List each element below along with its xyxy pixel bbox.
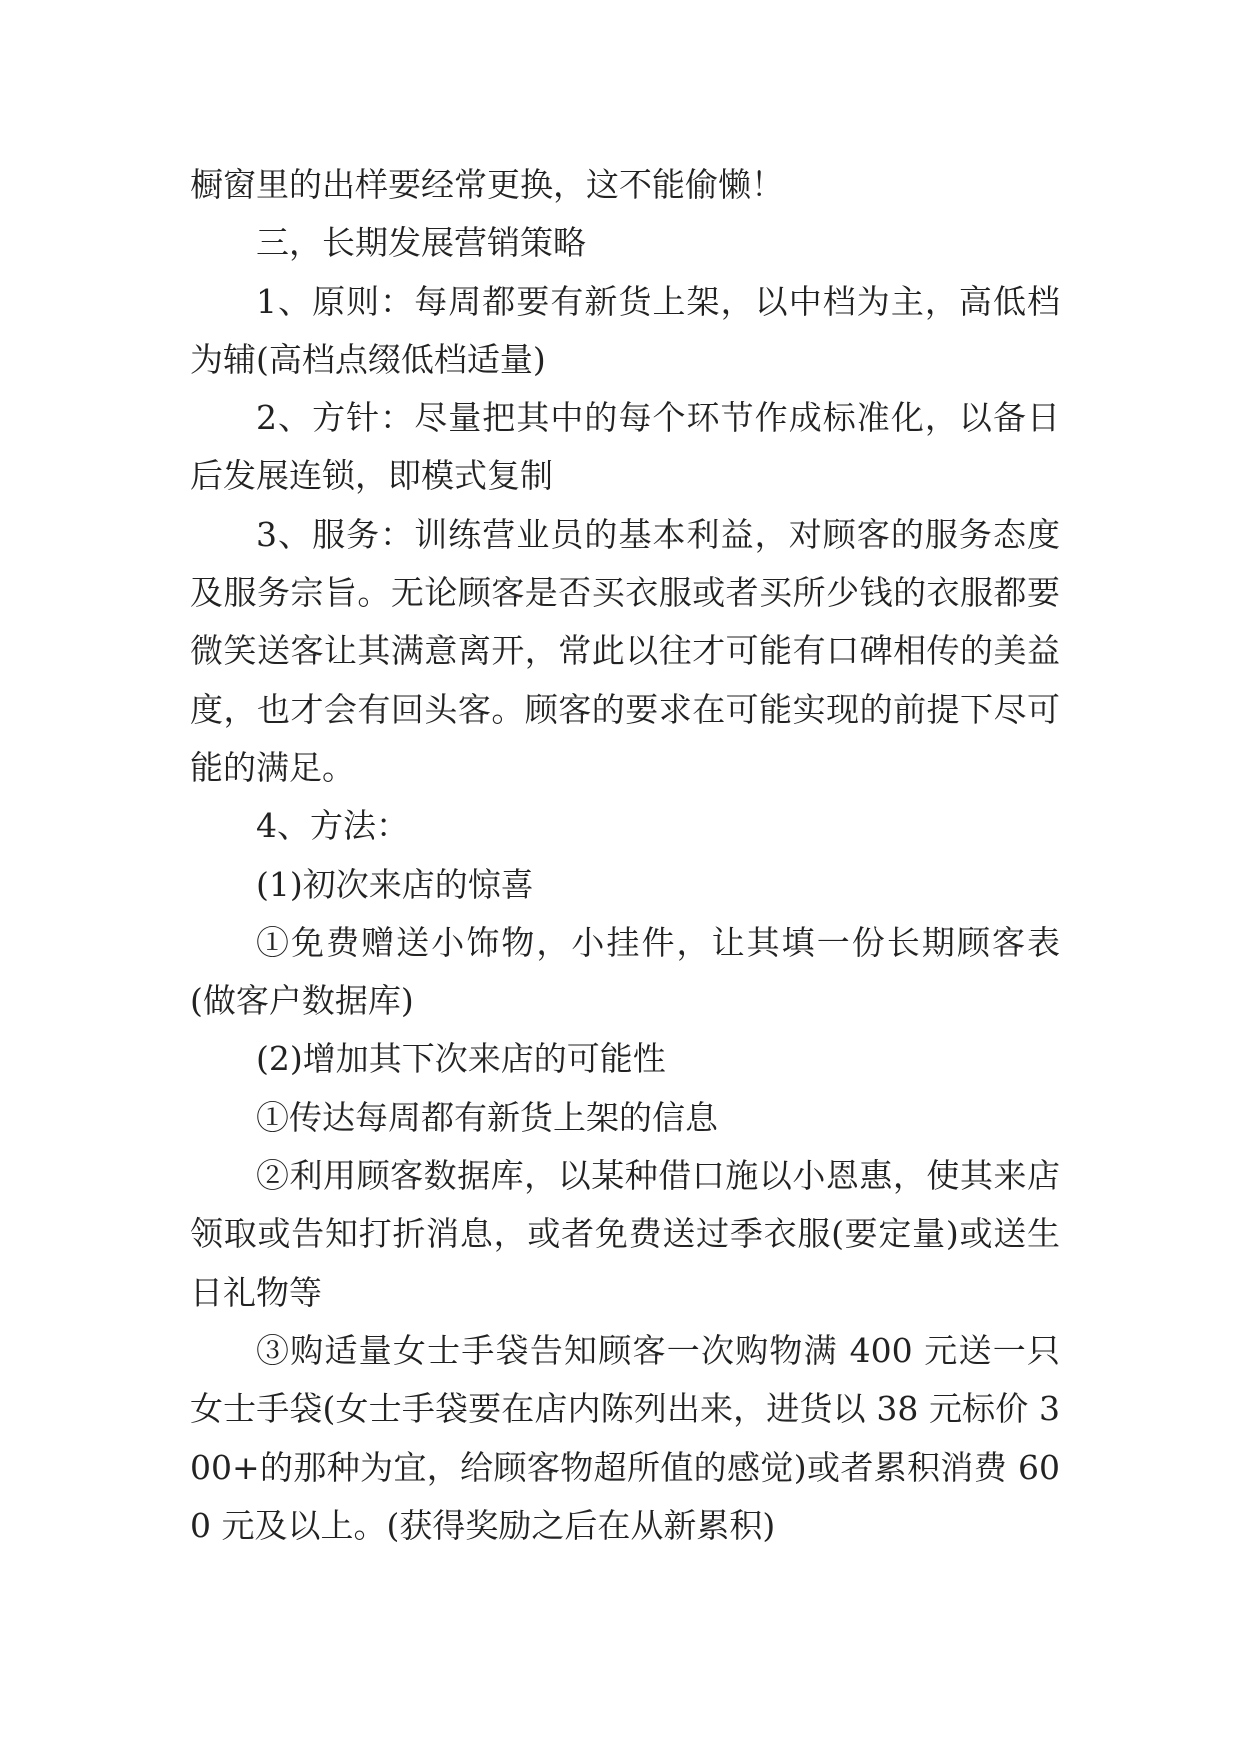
paragraph-free-gift: ①免费赠送小饰物，小挂件，让其填一份长期顾客表(做客户数据库) bbox=[190, 922, 1060, 1021]
paragraph-service: 3、服务：训练营业员的基本利益，对顾客的服务态度及服务宗旨。无论顾客是否买衣服或者买所少钱的衣服都要微笑送客让其满意离开，常此以往才可能有口碑相传的美益度，也才会有回头客。顾客的要求在可能实现的前提下尽可能的满足。 bbox=[190, 514, 1060, 787]
section-heading-long-term-strategy: 三，长期发展营销策略 bbox=[256, 223, 586, 263]
paragraph-new-arrivals: ①传达每周都有新货上架的信息 bbox=[256, 1097, 718, 1137]
paragraph-window-display: 橱窗里的出样要经常更换，这不能偷懒！ bbox=[190, 165, 784, 204]
document-body bbox=[190, 156, 1060, 1555]
paragraph-next-visit-heading: (2)增加其下次来店的可能性 bbox=[256, 1039, 666, 1079]
paragraph-methods-heading: 4、方法： bbox=[256, 806, 409, 846]
paragraph-customer-database: ②利用顾客数据库，以某种借口施以小恩惠，使其来店领取或告知打折消息，或者免费送过季衣服(要定量)或送生日礼物等 bbox=[190, 1156, 1060, 1312]
paragraph-handbag-promotion: ③购适量女士手袋告知顾客一次购物满 400 元送一只女士手袋(女士手袋要在店内陈列出来，进货以 38 元标价 300+的那种为宜，给顾客物超所值的感觉)或者累积消费 600 元及以上。(获得奖励之后在从新累积) bbox=[190, 1330, 1060, 1545]
paragraph-principle: 1、原则：每周都要有新货上架，以中档为主，高低档为辅(高档点缀低档适量) bbox=[190, 281, 1060, 379]
paragraph-first-visit-heading: (1)初次来店的惊喜 bbox=[256, 864, 534, 904]
paragraph-policy: 2、方针：尽量把其中的每个环节作成标准化，以备日后发展连锁，即模式复制 bbox=[190, 398, 1060, 496]
